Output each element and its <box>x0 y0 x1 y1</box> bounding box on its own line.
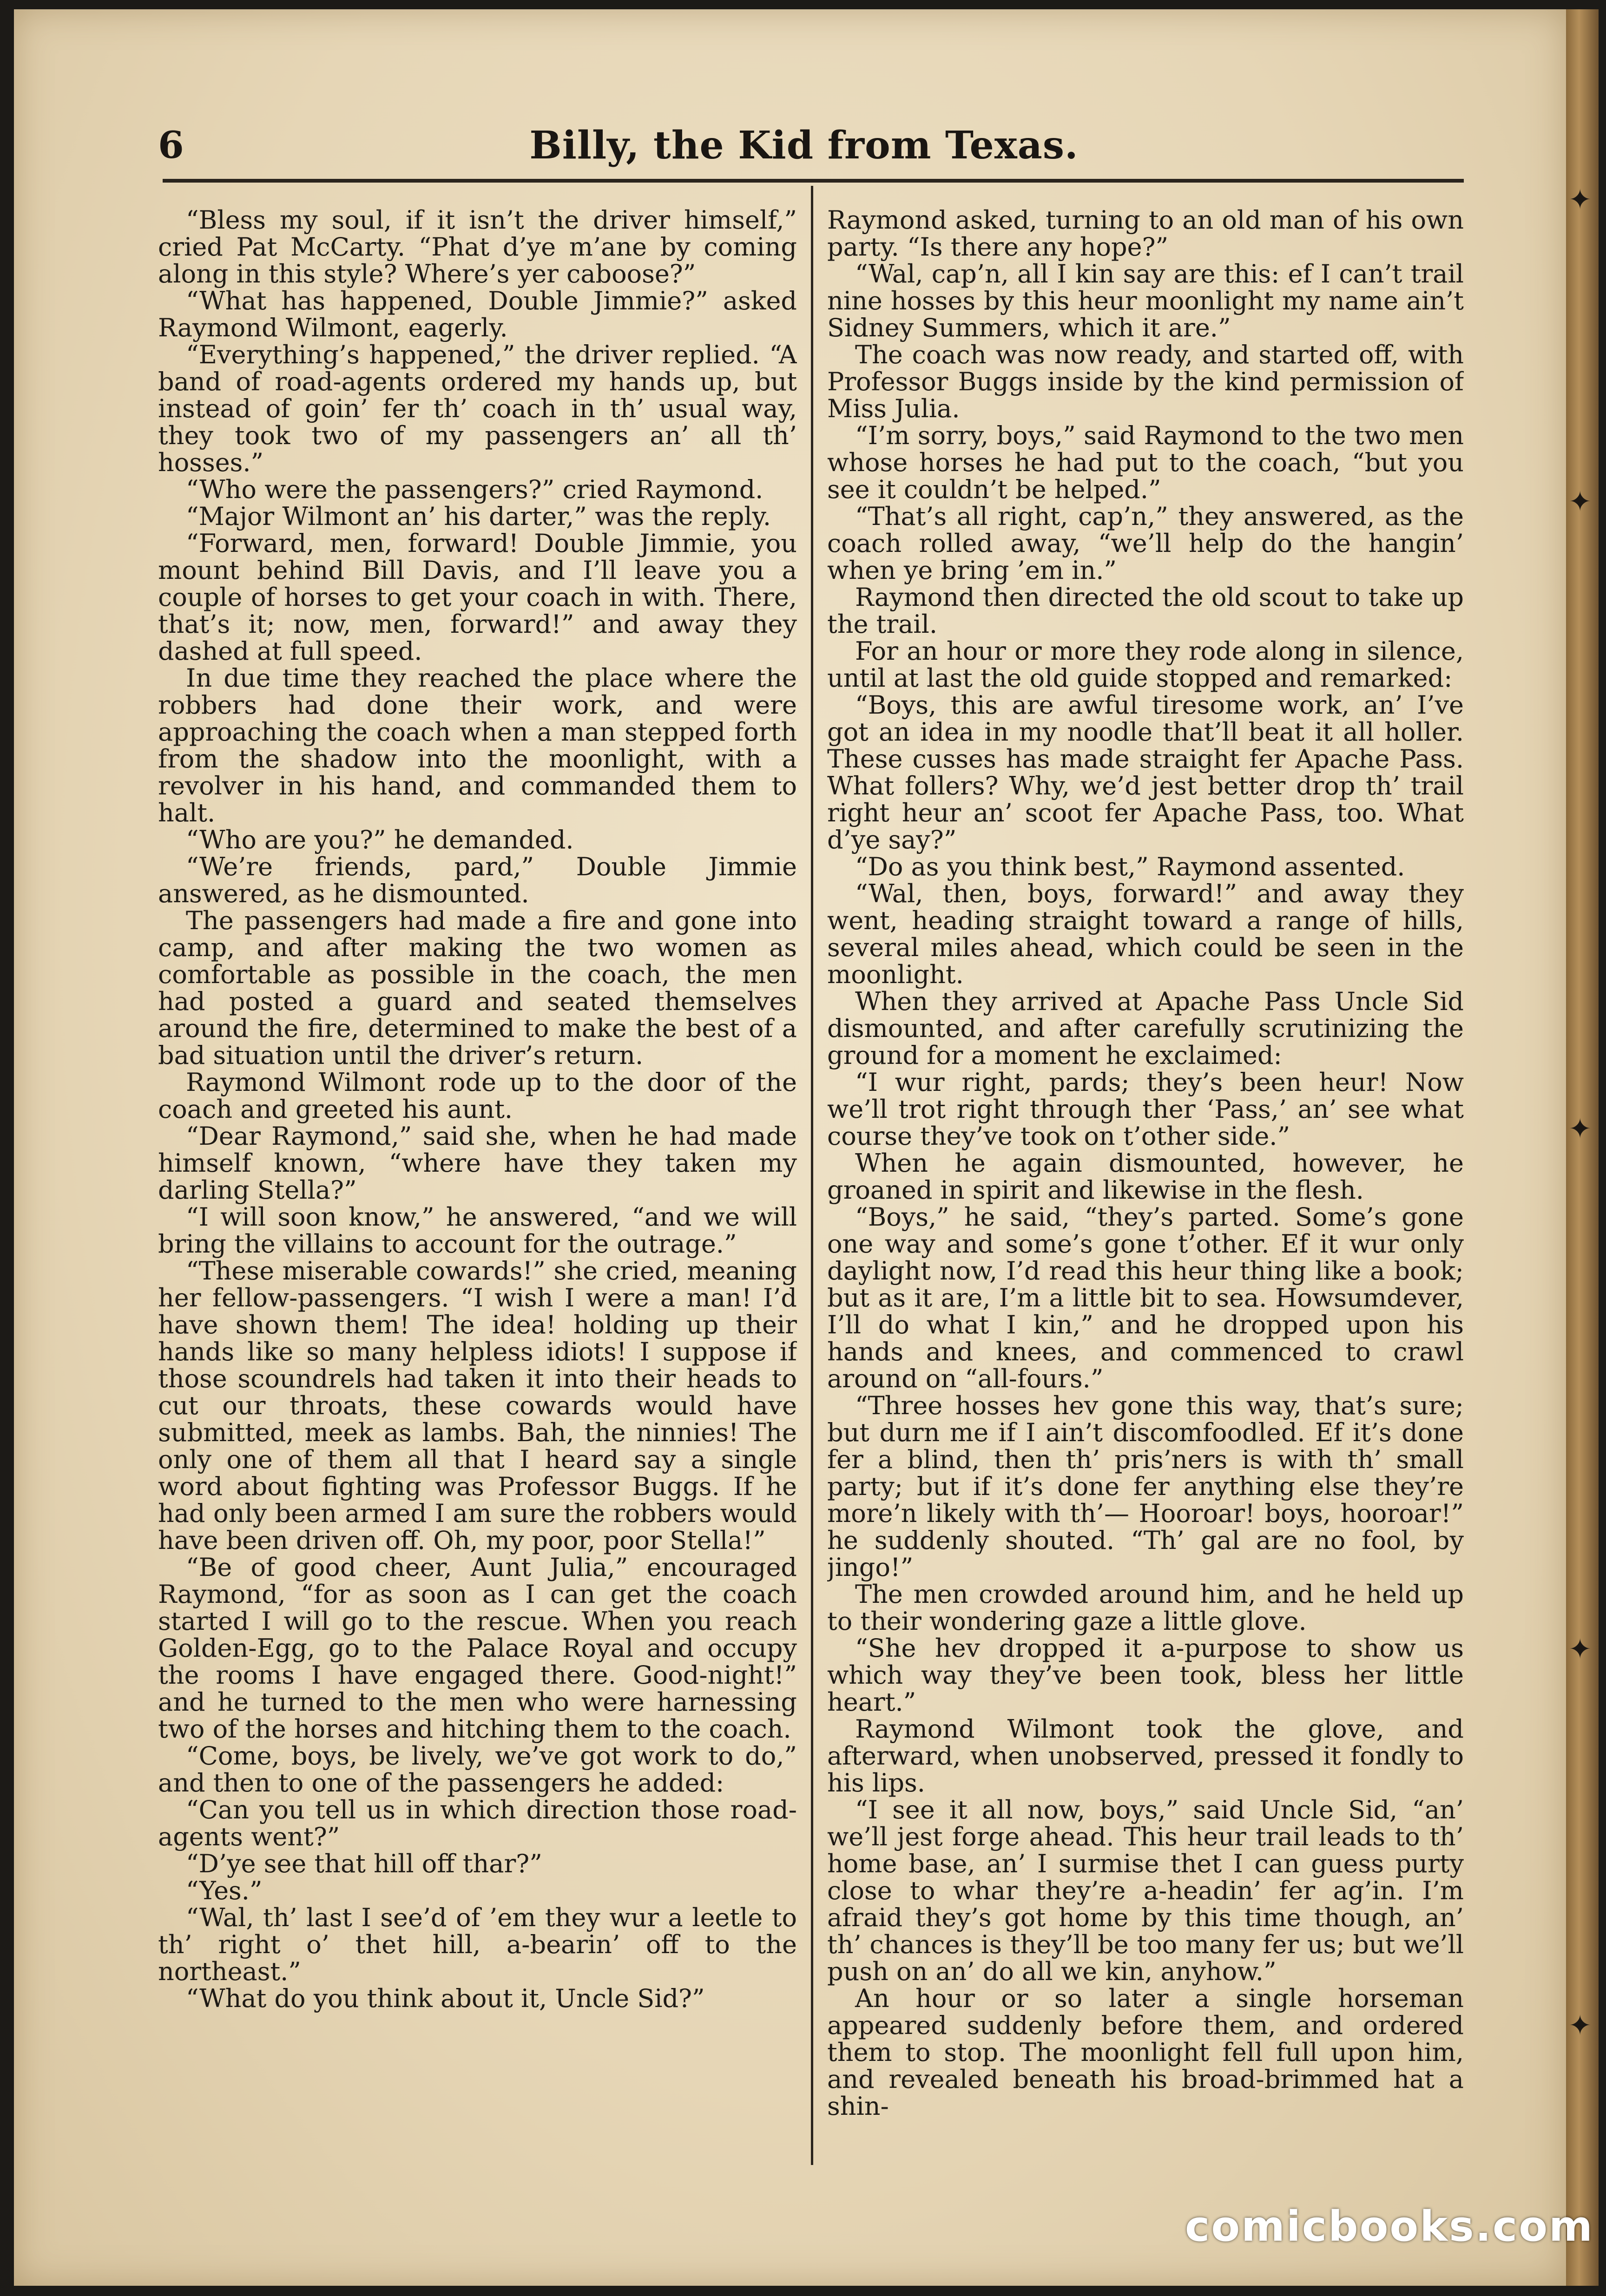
paragraph: For an hour or more they rode along in silence, until at last the old guide stopped and remarked: <box>827 636 1464 693</box>
paragraph: “Wal, th’ last I see’d of ’em they wur a leetle to th’ right o’ thet hill, a-bearin’ off to the northeast.” <box>158 1903 797 1986</box>
header-rule <box>163 179 1464 183</box>
paragraph: “Three hosses hev gone this way, that’s sure; but durn me if I ain’t discomfoodled. Ef it’s done fer a blind, then th’ pris’ners is with th’ small party; but if it’s done fer anything else they’re more’n likely with th’— Hooroar! boys, hooroar!” he suddenly shouted. “Th’ gal are no fool, by jingo!” <box>827 1391 1464 1582</box>
staple-mark-icon: ✦ <box>1568 1633 1592 1666</box>
paragraph: “I will soon know,” he answered, “and we will bring the villains to account for the outrage.” <box>158 1202 797 1259</box>
paragraph: “D’ye see that hill off thar?” <box>186 1849 542 1878</box>
paragraph: Raymond Wilmont took the glove, and afterward, when unobserved, pressed it fondly to his lips. <box>827 1714 1464 1797</box>
paragraph: An hour or so later a single horseman appeared suddenly before them, and ordered them to stop. The moonlight fell full upon him, and revealed beneath his broad-brimmed hat a shin- <box>827 1984 1464 2121</box>
paragraph: “Yes.” <box>186 1876 263 1905</box>
paragraph: When they arrived at Apache Pass Uncle Sid dismounted, and after carefully scrutinizing the ground for a moment he exclaimed: <box>827 987 1464 1070</box>
paragraph: “Boys, this are awful tiresome work, an’ I’ve got an idea in my noodle that’ll beat it all holler. These cusses has made straight fer Apache Pass. What follers? Why, we’d jest better drop th’ trail right heur an’ scoot fer Apache Pass, too. What d’ye say?” <box>827 690 1464 854</box>
paragraph: “Wal, then, boys, forward!” and away they went, heading straight toward a range of hills, several miles ahead, which could be seen in the moonlight. <box>827 879 1464 989</box>
paragraph: “Wal, cap’n, all I kin say are this: ef I can’t trail nine hosses by this heur moonlight my name ain’t Sidney Summers, which it are.” <box>827 259 1464 342</box>
column-divider <box>811 186 813 2165</box>
paragraph: “Dear Raymond,” said she, when he had made himself known, “where have they taken my darling Stella?” <box>158 1122 797 1205</box>
paragraph: “Everything’s happened,” the driver replied. “A band of road-agents ordered my hands up, but instead of goin’ fer th’ coach in th’ usual way, they took two of my passengers an’ all th’ hosses.” <box>158 340 797 477</box>
paragraph: “What do you think about it, Uncle Sid?” <box>186 1984 705 2013</box>
running-title: Billy, the Kid from Texas. <box>529 123 1079 168</box>
page-header <box>144 109 1464 184</box>
paragraph: “Can you tell us in which direction those road-agents went?” <box>158 1795 797 1851</box>
paragraph: “Boys,” he said, “they’s parted. Some’s gone one way and some’s gone t’other. Ef it wur only daylight now, I’d read this heur thing like a book; but as it are, I’m a little bit to sea. Howsumdever, I’ll do what I kin,” and he dropped upon his hands and knees, and commenced to crawl around on “all-fours.” <box>827 1202 1464 1393</box>
page-number: 6 <box>158 123 184 167</box>
paragraph: The men crowded around him, and he held up to their wondering gaze a little glove. <box>827 1580 1464 1636</box>
paragraph: “What has happened, Double Jimmie?” asked Raymond Wilmont, eagerly. <box>158 286 797 342</box>
paragraph: “Come, boys, be lively, we’ve got work to do,” and then to one of the passengers he added: <box>158 1741 797 1797</box>
paragraph: “I wur right, pards; they’s been heur! Now we’ll trot right through ther ‘Pass,’ an’ see what course they’ve took on t’other side.” <box>827 1068 1464 1151</box>
site-watermark: comicbooks.com <box>1185 2202 1594 2251</box>
paragraph: “Bless my soul, if it isn’t the driver himself,” cried Pat McCarty. “Phat d’ye m’ane by coming along in this style? Where’s yer caboose?” <box>158 207 797 289</box>
paragraph: “These miserable cowards!” she cried, meaning her fellow-passengers. “I wish I were a man! I’d have shown them! The idea! holding up their hands like so many helpless idiots! I suppose if those scoundrels had taken it into their heads to cut our throats, these cowards would have submitted, meek as lambs. Bah, the ninnies! The only one of them all that I heard say a single word about fighting was Professor Buggs. If he had only been armed I am sure the robbers would have been driven off. Oh, my poor, poor Stella!” <box>158 1256 797 1555</box>
paragraph: Raymond asked, turning to an old man of his own party. “Is there any hope?” <box>827 207 1464 262</box>
paragraph: “Forward, men, forward! Double Jimmie, you mount behind Bill Davis, and I’ll leave you a couple of horses to get your coach in with. There, that’s it; now, men, forward!” and away they dashed at full speed. <box>158 529 797 666</box>
left-column <box>158 207 797 2181</box>
paragraph: “Who are you?” he demanded. <box>186 825 574 854</box>
staple-mark-icon: ✦ <box>1568 184 1592 216</box>
paragraph: Raymond then directed the old scout to take up the trail. <box>827 583 1464 639</box>
paragraph: The coach was now ready, and started off, with Professor Buggs inside by the kind permission of Miss Julia. <box>827 340 1464 423</box>
paragraph: Raymond Wilmont rode up to the door of the coach and greeted his aunt. <box>158 1068 797 1124</box>
paragraph: “Do as you think best,” Raymond assented. <box>855 852 1405 881</box>
paragraph: When he again dismounted, however, he groaned in spirit and likewise in the flesh. <box>827 1148 1464 1205</box>
paragraph: “We’re friends, pard,” Double Jimmie answered, as he dismounted. <box>158 852 797 908</box>
paragraph: “Who were the passengers?” cried Raymond. <box>186 475 764 504</box>
paragraph: In due time they reached the place where the robbers had done their work, and were approaching the coach when a man stepped forth from the shadow into the moonlight, with a revolver in his hand, and commanded them to halt. <box>158 663 797 827</box>
staple-mark-icon: ✦ <box>1568 2009 1592 2042</box>
paragraph: “Major Wilmont an’ his darter,” was the reply. <box>186 502 771 531</box>
paragraph: “Be of good cheer, Aunt Julia,” encouraged Raymond, “for as soon as I can get the coach started I will go to the rescue. When you reach Golden-Egg, go to the Palace Royal and occupy the rooms I have engaged there. Good-night!” and he turned to the men who were harnessing two of the horses and hitching them to the coach. <box>158 1553 797 1744</box>
staple-mark-icon: ✦ <box>1568 485 1592 518</box>
paragraph: “I’m sorry, boys,” said Raymond to the two men whose horses he had put to the coach, “but you see it couldn’t be helped.” <box>827 421 1464 504</box>
paragraph: The passengers had made a fire and gone into camp, and after making the two women as comfortable as possible in the coach, the men had posted a guard and seated themselves around the fire, determined to make the best of a bad situation until the driver’s return. <box>158 906 797 1070</box>
paragraph: “She hev dropped it a-purpose to show us which way they’ve been took, bless her little heart.” <box>827 1633 1464 1717</box>
paragraph: “I see it all now, boys,” said Uncle Sid, “an’ we’ll jest forge ahead. This heur trail leads to th’ home base, an’ I surmise thet I can guess purty close to whar they’re a-headin’ fer ag’in. I’m afraid they’s got home by this time though, an’ th’ chances is they’ll be too many fer us; but we’ll push on an’ do all we kin, anyhow.” <box>827 1795 1464 1986</box>
page-edge <box>1566 9 1599 2286</box>
right-column <box>827 207 1464 2181</box>
staple-mark-icon: ✦ <box>1568 1113 1592 1145</box>
paragraph: “That’s all right, cap’n,” they answered, as the coach rolled away, “we’ll help do the hangin’ when ye bring ’em in.” <box>827 502 1464 585</box>
